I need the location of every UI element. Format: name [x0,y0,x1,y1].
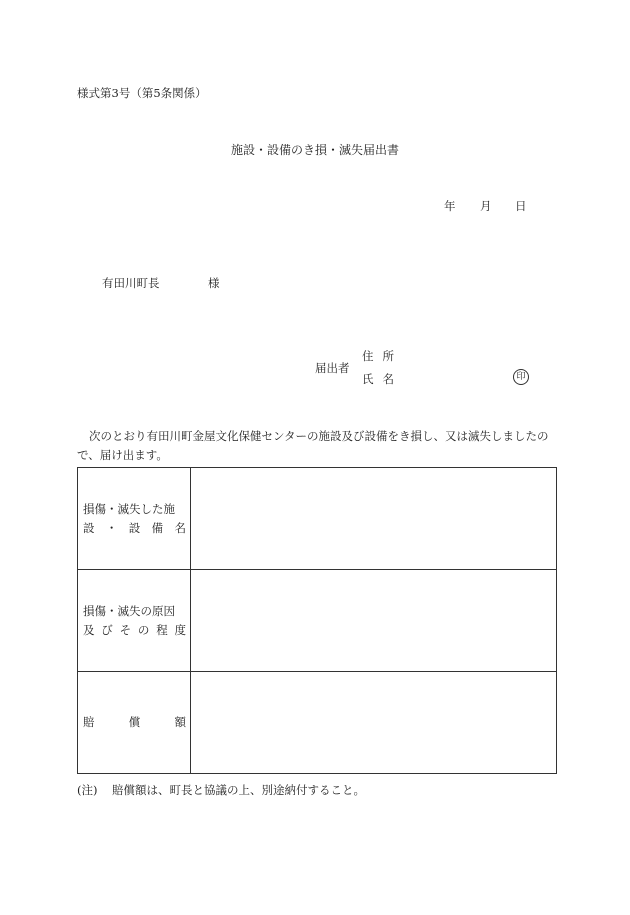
label-line-justified [83,621,186,640]
label-line-justified [83,713,186,732]
label-char: 度 [174,622,186,637]
date-month-label: 月 [480,199,492,213]
row-label-compensation [78,672,191,774]
date-day-label: 日 [515,199,527,213]
table-row [78,672,557,774]
row-label-damaged-item [78,468,191,570]
label-char: 及 [83,622,95,637]
applicant-label: 届出者 [315,361,350,375]
address-label: 住所 [362,349,403,363]
label-char: 程 [156,622,168,637]
cause-extent-field[interactable] [191,570,557,672]
body-text: 次のとおり有田川町金屋文化保健センターの施設及び設備をき損し、又は滅失しましたので、届け出ます。 [77,429,549,462]
label-line: 損傷・滅失の原因 [83,603,175,618]
label-char: び [101,622,113,637]
label-line-justified [83,519,186,538]
label-char: 名 [174,520,186,535]
date-year-label: 年 [444,199,456,213]
row-label-cause-extent [78,570,191,672]
addressee-name: 有田川町長 [102,276,160,290]
table-row [78,570,557,672]
note-marker: (注) [77,783,98,797]
name-label: 氏名 [362,372,403,386]
seal-mark: 印 [513,369,529,385]
label-char: 額 [174,715,186,729]
table-row [78,468,557,570]
compensation-field[interactable] [191,672,557,774]
label-char: 設 [128,520,141,535]
addressee-honorific: 様 [208,276,220,290]
label-char: 備 [151,520,164,535]
label-line: 損傷・滅失した施 [83,501,175,516]
label-char: の [137,622,150,637]
label-char: ・ [105,520,118,535]
label-char: そ [119,622,132,637]
note-text: 賠償額は、町長と協議の上、別途納付すること。 [112,783,365,797]
label-char: 設 [83,520,95,535]
document-title: 施設・設備のき損・滅失届出書 [230,143,399,157]
form-number: 様式第3号（第5条関係） [77,86,207,100]
label-char: 賠 [83,715,95,729]
label-char: 償 [128,715,141,729]
report-table [77,467,557,774]
damaged-item-field[interactable] [191,468,557,570]
